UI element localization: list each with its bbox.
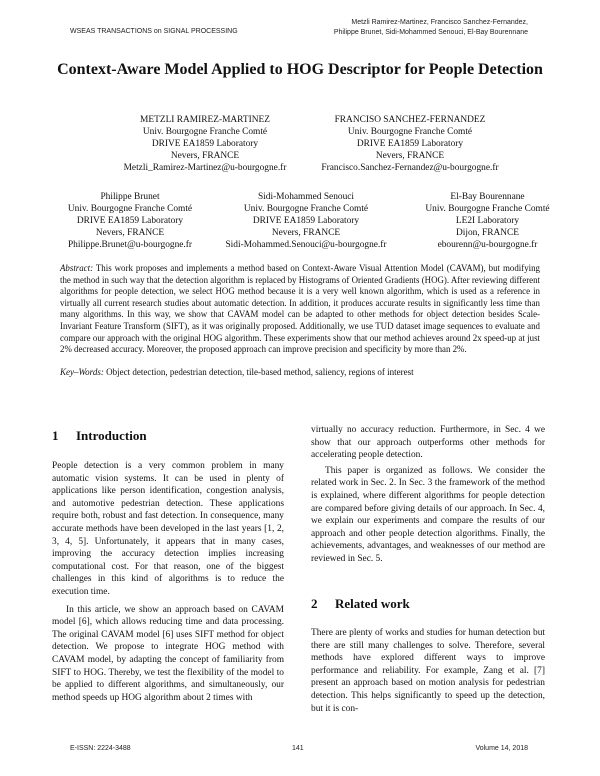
author-name: METZLI RAMIREZ-MARTINEZ	[140, 115, 270, 125]
author-email: Philippe.Brunet@u-bourgogne.fr	[67, 240, 193, 250]
intro-paragraph-3: This paper is organized as follows. We consider the related work in Sec. 2. In Sec. 3 the framework of the method is explained, where different algorithms for people detection are compared before giving details of our approach. In Sec. 4, we explain our experiments and compare the results of our approach and other people detection algorithms. Finally, the achievements, advantages, and weaknesses of our method are reviewed in Sec. 5.	[311, 465, 545, 564]
author-lab: LE2I Laboratory	[455, 216, 520, 226]
author-lab: DRIVE EA1859 Laboratory	[252, 216, 360, 226]
author-affiliation: Univ. Bourgogne Franche Comté	[67, 204, 193, 214]
author-block-2	[310, 114, 510, 174]
footer-page-number: 141	[292, 745, 304, 752]
abstract	[60, 263, 540, 356]
keywords-text: Object detection, pedestrian detection, tile-based method, saliency, regions of interest	[106, 367, 414, 377]
related-paragraph-1: There are plenty of works and studies for human detection but there are still many challenges to solve. Therefore, several methods have explored different ways to improve performance and reliability. For example, Zang et al. [7] present an approach based on motion analysis for pedestrian detection. This helps significantly to speed up the detection, but it is con-	[311, 628, 545, 714]
section-number: 2	[311, 596, 318, 611]
right-column-top	[311, 424, 545, 566]
abstract-label: Abstract:	[60, 263, 94, 273]
author-block-1	[100, 114, 310, 174]
running-authors	[334, 18, 528, 37]
author-city: Dijon, FRANCE	[455, 228, 520, 238]
author-block-3	[45, 191, 215, 251]
author-city: Nevers, FRANCE	[170, 151, 240, 161]
author-lab: DRIVE EA1859 Laboratory	[76, 216, 184, 226]
author-name: FRANCISO SANCHEZ-FERNANDEZ	[334, 115, 486, 125]
author-name: El-Bay Bourennane	[450, 192, 525, 202]
paper-title: Context-Aware Model Applied to HOG Descriptor for People Detection	[57, 61, 543, 78]
author-block-4	[218, 191, 394, 251]
author-city: Nevers, FRANCE	[271, 228, 341, 238]
section-heading-related-work	[311, 596, 410, 612]
section-title: Related work	[335, 596, 410, 611]
intro-paragraph-2-continued: virtually no accuracy reduction. Furthermore, in Sec. 4 we show that our approach outperforms other methods for accelerating people detection.	[311, 425, 545, 461]
author-email: Francisco.Sanchez-Fernandez@u-bourgogne.fr	[321, 163, 499, 173]
author-email: ebourenn@u-bourgogne.fr	[437, 240, 538, 250]
journal-name: WSEAS TRANSACTIONS on SIGNAL PROCESSING	[70, 28, 238, 35]
author-affiliation: Univ. Bourgogne Franche Comté	[347, 127, 473, 137]
intro-paragraph-1: People detection is a very common problem in many automatic vision systems. It can be used in plenty of applications like person identification, congestion analysis, and automotive pedestrian detection. These applications require both, robust and fast detection. In consequence, many accurate methods have been developed in the last years [1, 2, 3, 4, 5]. Unfortunately, it appears that in many cases, improving the accuracy detection implies increasing computational cost. For that reason, one of the biggest challenges in this kind of algorithms is to reduce the execution time.	[52, 461, 284, 597]
author-affiliation: Univ. Bourgogne Franche Comté	[243, 204, 369, 214]
author-affiliation: Univ. Bourgogne Franche Comté	[142, 127, 268, 137]
keywords	[60, 366, 540, 378]
right-column-bottom	[311, 627, 545, 715]
author-lab: DRIVE EA1859 Laboratory	[151, 139, 259, 149]
author-email: Metzli_Ramirez-Martinez@u-bourgogne.fr	[123, 163, 287, 173]
author-affiliation: Univ. Bourgogne Franche Comté	[425, 204, 550, 214]
abstract-text: This work proposes and implements a method based on Context-Aware Visual Attention Model (CAVAM), but modifying the method in such way that the detection algorithm is replaced by Histograms of Oriented Gradients (HOG). After reviewing different algorithms for people detection, we select HOG method because it is a very well known algorithm, which is used as a reference in virtually all current research studies about automatic detection. In addition, it produces accurate results in significantly less time than many algorithms. In this way, we show that CAVAM model can be adapted to other methods for object detection besides Scale-Invariant Feature Transform (SIFT), as it was originally proposed. Additionally, we use TUD dataset image sequences to evaluate and compare our approach with the original HOG algorithm. These experiments show that our method achieves around 2x speed-up at just 2% decreased accuracy. Moreover, the proposed approach can improve precision and specificity by more than 2%.	[60, 263, 540, 355]
section-title: Introduction	[76, 428, 147, 443]
running-authors-line-1: Metzli Ramirez-Martinez, Francisco Sanchez-Fernandez,	[351, 19, 528, 26]
author-lab: DRIVE EA1859 Laboratory	[356, 139, 464, 149]
left-column	[52, 460, 284, 704]
author-name: Sidi-Mohammed Senouci	[257, 192, 355, 202]
author-city: Nevers, FRANCE	[95, 228, 165, 238]
intro-paragraph-2: In this article, we show an approach based on CAVAM model [6], which allows reducing time and data processing. The original CAVAM model [6] uses SIFT method for object detection. We propose to integrate HOG method with CAVAM model, by adapting the concept of familiarity from SIFT to HOG. Thereby, we test the flexibility of the model to be applied to different algorithms, and simultaneously, our method speeds up HOG algorithm about 2 times with	[52, 604, 284, 703]
footer-volume: Volume 14, 2018	[475, 745, 528, 752]
author-city: Nevers, FRANCE	[375, 151, 445, 161]
section-number: 1	[52, 428, 59, 443]
author-name: Philippe Brunet	[100, 192, 160, 202]
section-heading-introduction	[52, 428, 147, 444]
footer-issn: E-ISSN: 2224-3488	[70, 745, 131, 752]
author-block-5	[410, 191, 565, 251]
keywords-label: Key–Words:	[60, 367, 104, 377]
running-authors-line-2: Philippe Brunet, Sidi-Mohammed Senouci, El-Bay Bourennane	[333, 28, 528, 36]
author-email: Sidi-Mohammed.Senouci@u-bourgogne.fr	[225, 240, 387, 250]
